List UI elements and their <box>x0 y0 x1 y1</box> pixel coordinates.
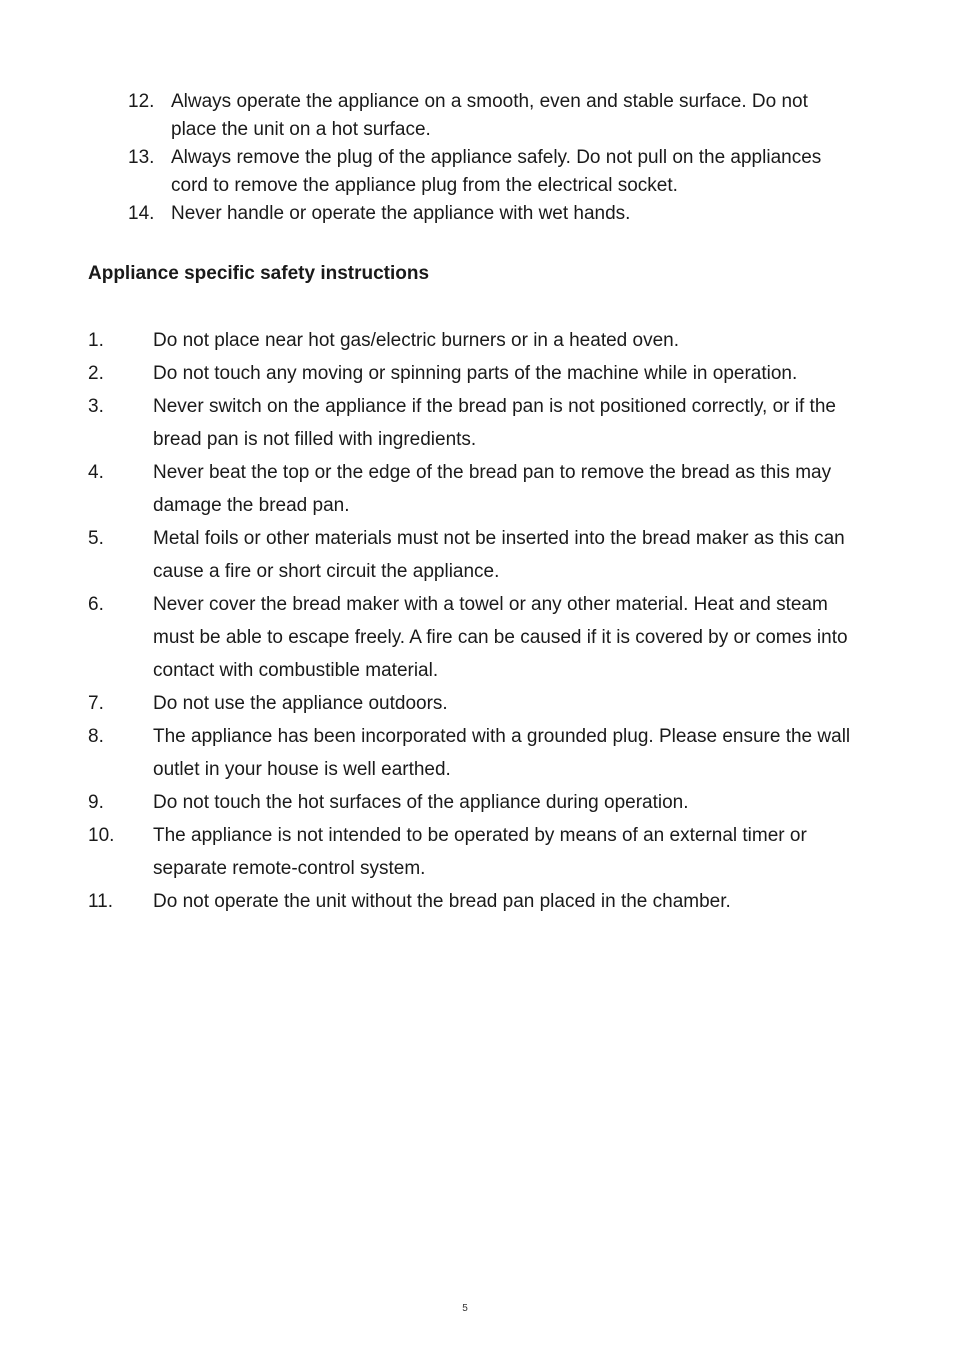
list-item-text: Do not place near hot gas/electric burners or in a heated oven. <box>153 330 679 351</box>
list-item <box>88 687 868 720</box>
list-item-text: Never switch on the appliance if the bread pan is not positioned correctly, or if the bread pan is not filled with ingredients. <box>153 396 836 450</box>
page-number: 5 <box>462 1303 468 1314</box>
list-item-number: 13. <box>128 147 155 168</box>
list-item <box>128 144 858 200</box>
list-item-number: 7. <box>88 693 104 714</box>
list-item <box>88 390 868 456</box>
list-item-text: Do not use the appliance outdoors. <box>153 693 448 714</box>
list-item-text: Never handle or operate the appliance with wet hands. <box>171 203 631 224</box>
list-item-text: The appliance has been incorporated with a grounded plug. Please ensure the wall outlet in your house is well earthed. <box>153 726 851 780</box>
list-item-number: 2. <box>88 363 104 384</box>
list-item <box>88 324 868 357</box>
list-item <box>88 819 868 885</box>
list-item-text: Do not touch any moving or spinning parts of the machine while in operation. <box>153 363 798 384</box>
list-item-text: Never cover the bread maker with a towel or any other material. Heat and steam must be able to escape freely. A fire can be caused if it is covered by or comes into contact with combustible material. <box>153 594 848 681</box>
list-item-text: Do not touch the hot surfaces of the appliance during operation. <box>153 792 689 813</box>
safety-instruction-list <box>88 324 868 918</box>
list-item-text: Never beat the top or the edge of the bread pan to remove the bread as this may damage the bread pan. <box>153 462 832 516</box>
list-item-number: 4. <box>88 462 104 483</box>
list-item-number: 6. <box>88 594 104 615</box>
list-item-text: Metal foils or other materials must not be inserted into the bread maker as this can cause a fire or short circuit the appliance. <box>153 528 845 582</box>
list-item <box>88 456 868 522</box>
list-item <box>88 357 868 390</box>
list-item-text: Do not operate the unit without the bread pan placed in the chamber. <box>153 891 731 912</box>
list-item <box>128 88 858 144</box>
list-item <box>128 200 858 228</box>
section-heading: Appliance specific safety instructions <box>88 263 430 284</box>
list-item-number: 9. <box>88 792 104 813</box>
list-item <box>88 588 868 687</box>
list-item-text: The appliance is not intended to be operated by means of an external timer or separate remote-control system. <box>153 825 807 879</box>
list-item-number: 10. <box>88 825 115 846</box>
list-item-number: 5. <box>88 528 104 549</box>
list-item-number: 3. <box>88 396 104 417</box>
list-item-number: 8. <box>88 726 104 747</box>
list-item-number: 11. <box>88 891 114 912</box>
list-item-text: Always remove the plug of the appliance safely. Do not pull on the appliances cord to remove the appliance plug from the electrical socket. <box>171 147 822 196</box>
list-item <box>88 720 868 786</box>
list-item-number: 1. <box>88 330 104 351</box>
list-item-number: 14. <box>128 203 155 224</box>
list-item-number: 12. <box>128 91 155 112</box>
continued-instruction-list <box>128 88 858 228</box>
list-item <box>88 522 868 588</box>
list-item-text: Always operate the appliance on a smooth, even and stable surface. Do not place the unit on a hot surface. <box>171 91 808 140</box>
list-item <box>88 885 868 918</box>
list-item <box>88 786 868 819</box>
